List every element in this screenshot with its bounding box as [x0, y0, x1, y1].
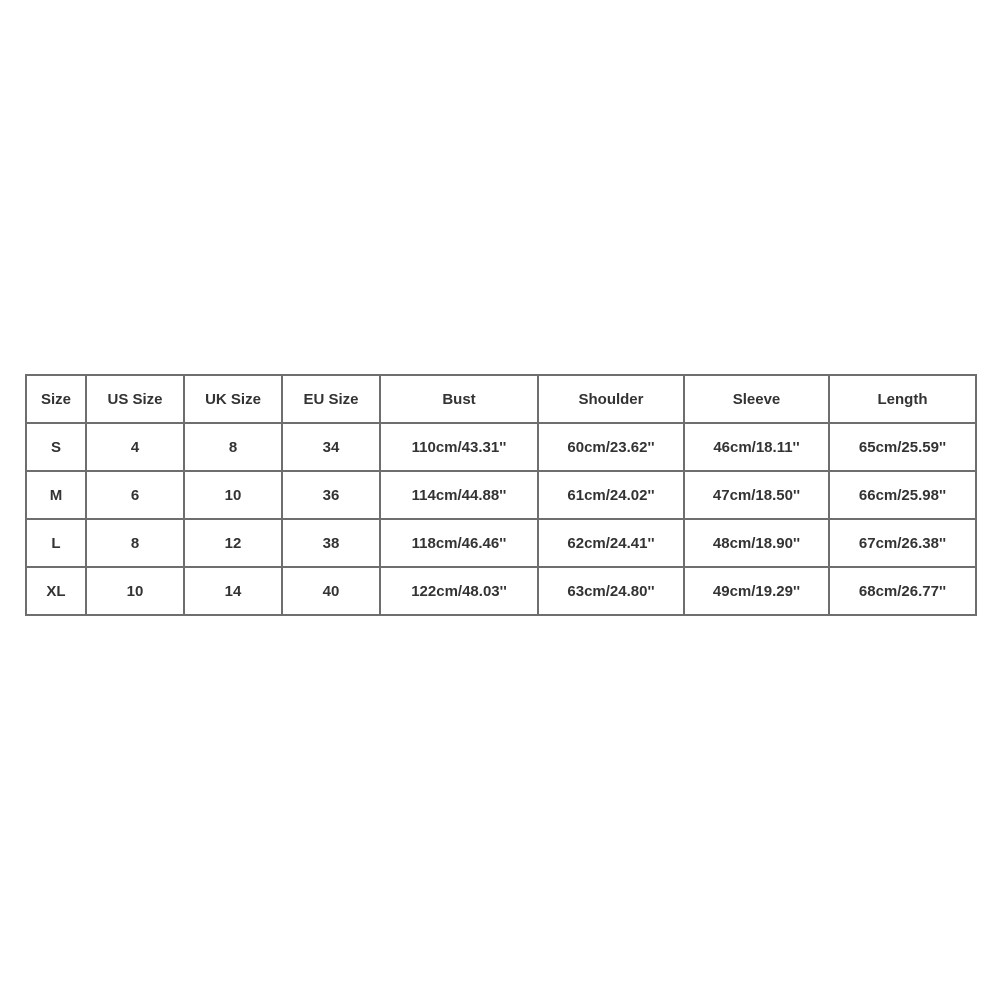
cell-uk-size: 10	[184, 471, 282, 519]
cell-size: S	[26, 423, 86, 471]
cell-uk-size: 14	[184, 567, 282, 615]
size-chart-table	[25, 374, 977, 616]
cell-bust: 114cm/44.88''	[380, 471, 538, 519]
cell-eu-size: 36	[282, 471, 380, 519]
table-row	[26, 423, 976, 471]
cell-sleeve: 49cm/19.29''	[684, 567, 829, 615]
header-length: Length	[829, 375, 976, 423]
cell-bust: 118cm/46.46''	[380, 519, 538, 567]
header-shoulder: Shoulder	[538, 375, 684, 423]
cell-length: 68cm/26.77''	[829, 567, 976, 615]
cell-size: L	[26, 519, 86, 567]
cell-length: 65cm/25.59''	[829, 423, 976, 471]
cell-us-size: 6	[86, 471, 184, 519]
cell-uk-size: 8	[184, 423, 282, 471]
cell-shoulder: 63cm/24.80''	[538, 567, 684, 615]
header-size: Size	[26, 375, 86, 423]
cell-bust: 110cm/43.31''	[380, 423, 538, 471]
header-sleeve: Sleeve	[684, 375, 829, 423]
cell-shoulder: 61cm/24.02''	[538, 471, 684, 519]
cell-eu-size: 40	[282, 567, 380, 615]
table-row	[26, 567, 976, 615]
header-bust: Bust	[380, 375, 538, 423]
table-header-row	[26, 375, 976, 423]
cell-sleeve: 48cm/18.90''	[684, 519, 829, 567]
cell-size: XL	[26, 567, 86, 615]
cell-us-size: 10	[86, 567, 184, 615]
cell-size: M	[26, 471, 86, 519]
cell-uk-size: 12	[184, 519, 282, 567]
cell-sleeve: 47cm/18.50''	[684, 471, 829, 519]
cell-eu-size: 38	[282, 519, 380, 567]
cell-length: 66cm/25.98''	[829, 471, 976, 519]
cell-sleeve: 46cm/18.11''	[684, 423, 829, 471]
cell-bust: 122cm/48.03''	[380, 567, 538, 615]
header-eu-size: EU Size	[282, 375, 380, 423]
cell-length: 67cm/26.38''	[829, 519, 976, 567]
cell-eu-size: 34	[282, 423, 380, 471]
cell-shoulder: 60cm/23.62''	[538, 423, 684, 471]
cell-us-size: 8	[86, 519, 184, 567]
cell-shoulder: 62cm/24.41''	[538, 519, 684, 567]
header-uk-size: UK Size	[184, 375, 282, 423]
table-row	[26, 519, 976, 567]
cell-us-size: 4	[86, 423, 184, 471]
header-us-size: US Size	[86, 375, 184, 423]
table-row	[26, 471, 976, 519]
